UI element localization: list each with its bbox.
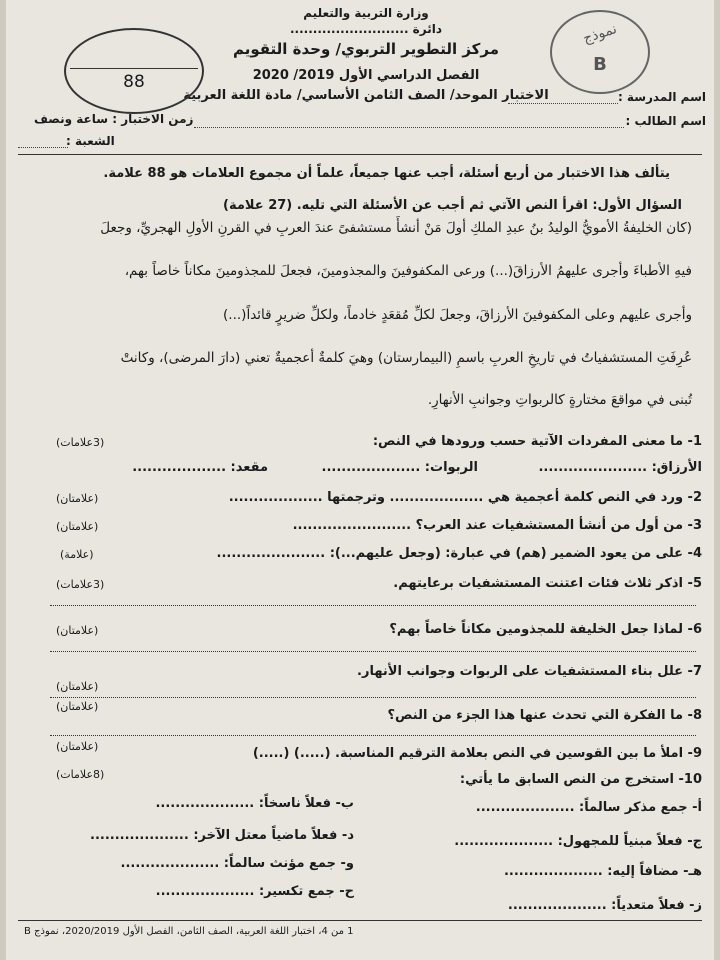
passage-line-5: تُبنى في مواقعَ مختارةٍ كالربواتِ وجوانبِ الأنهارِ.: [427, 392, 692, 408]
question-2[interactable]: 2- ورد في النص كلمة أعجمية هي ................... وترجمتها ...................: [228, 490, 702, 505]
stamp-word: نموذج: [581, 21, 619, 47]
passage-line-1: (كان الخليفةُ الأمويُّ الوليدُ بنُ عبدِ الملكِ أولَ مَنْ أنشأَ مستشفىً عندَ العربِ في القرنِ الأولِ الهجريِّ، وجعلَ: [100, 220, 692, 236]
question-9-marks: (علامتان): [56, 740, 99, 753]
school-label: اسم المدرسة :: [617, 90, 706, 104]
passage-line-2: فيهِ الأطباءَ وأجرى عليهمُ الأرزاقَ(...) ورعى المكفوفينَ والمجذومينَ، فجعلَ للمجذومينَ مكاناً خاصاً بهم،: [124, 263, 692, 279]
exam-page: [6, 0, 714, 960]
answer-line-6[interactable]: [50, 650, 696, 652]
question-10-g[interactable]: ز- فعلاً متعدياً: ....................: [507, 898, 702, 913]
question-4[interactable]: 4- على من يعود الضمير (هم) في عبارة: (وجعل عليهم...): ......................: [216, 546, 702, 561]
question-1: 1- ما معنى المفردات الآتية حسب ورودها في النص:: [372, 434, 702, 449]
question-10-c[interactable]: ج- فعلاً مبنياً للمجهول: ....................: [454, 834, 702, 849]
question-4-marks: (علامة): [60, 548, 94, 561]
answer-line-5[interactable]: [50, 604, 696, 606]
question-1-marks: (3علامات): [56, 436, 105, 449]
question-1-item-b[interactable]: الربوات: ....................: [321, 460, 478, 475]
question-one-title: السؤال الأول: اقرأ النص الآتي ثم أجب عن الأسئلة التي تليه. (27 علامة): [223, 198, 682, 213]
section-field[interactable]: [18, 147, 68, 148]
header-divider: [18, 154, 702, 155]
semester-line: الفصل الدراسي الأول 2019/ 2020: [252, 68, 480, 83]
question-7: 7- علل بناء المستشفيات على الربوات وجوانب الأنهار.: [357, 664, 702, 679]
question-10-f[interactable]: و- جمع مؤنث سالماً: ....................: [120, 856, 354, 871]
student-label: اسم الطالب :: [625, 114, 706, 128]
student-field[interactable]: [194, 127, 624, 128]
question-2-marks: (علامتان): [56, 492, 99, 505]
question-8: 8- ما الفكرة التي تحدث عنها هذا الجزء من النص؟: [387, 708, 702, 723]
question-5-marks: (3علامات): [56, 578, 105, 591]
model-stamp: [550, 10, 650, 94]
answer-line-7[interactable]: [50, 696, 696, 698]
question-1-item-a[interactable]: الأرزاق: ......................: [538, 460, 702, 475]
question-10: 10- استخرج من النص السابق ما يأتي:: [459, 772, 702, 787]
page-footer: 1 من 4، اختبار اللغة العربية، الصف الثامن، الفصل الأول 2020/2019، نموذج B: [24, 926, 354, 937]
question-6: 6- لماذا جعل الخليفة للمجذومين مكاناً خاصاً بهم؟: [389, 622, 702, 637]
center-name: مركز التطوير التربوي/ وحدة التقويم: [232, 40, 500, 58]
score-circle: [64, 28, 204, 114]
question-8-marks: (علامتان): [56, 700, 99, 713]
question-10-h[interactable]: ح- جمع تكسير: ....................: [155, 884, 354, 899]
school-field[interactable]: [508, 103, 618, 104]
directorate-name: دائرة ..........................: [289, 22, 443, 36]
question-10-e[interactable]: هـ- مضافاً إليه: ....................: [503, 864, 702, 879]
question-1-item-c[interactable]: مقعد: ...................: [132, 460, 268, 475]
question-10-marks: (8علامات): [56, 768, 105, 781]
total-score: 88: [123, 72, 145, 92]
ministry-name: وزارة التربية والتعليم: [303, 6, 429, 20]
passage-line-3: وأجرى عليهم وعلى المكفوفينَ الأرزاقَ، وجعلَ لكلِّ مُقعَدٍ خادماً، ولكلِّ ضريرٍ قائداً(...): [223, 307, 692, 323]
question-3[interactable]: 3- من أول من أنشأ المستشفيات عند العرب؟ ........................: [292, 518, 702, 533]
question-10-b[interactable]: ب- فعلاً ناسخاً: ....................: [155, 796, 354, 811]
exam-title: الاختبار الموحد/ الصف الثامن الأساسي/ مادة اللغة العربية: [183, 88, 549, 103]
duration-label: زمن الاختبار : ساعة ونصف: [34, 112, 194, 126]
question-6-marks: (علامتان): [56, 624, 99, 637]
question-3-marks: (علامتان): [56, 520, 99, 533]
section-label: الشعبة :: [66, 134, 115, 148]
footer-divider: [18, 920, 702, 921]
question-7-marks: (علامتان): [56, 680, 99, 693]
question-10-d[interactable]: د- فعلاً ماضياً معتل الآخر: ....................: [90, 828, 354, 843]
question-10-a[interactable]: أ- جمع مذكر سالماً: ....................: [475, 800, 702, 815]
exam-instructions: يتألف هذا الاختبار من أربع أسئلة، أجب عنها جميعاً، علماً أن مجموع العلامات هو 88 علامة.: [103, 166, 670, 181]
question-5: 5- اذكر ثلاث فئات اعتنت المستشفيات برعايتهم.: [393, 576, 702, 591]
stamp-letter: B: [593, 54, 607, 75]
answer-line-8[interactable]: [50, 734, 696, 736]
question-9[interactable]: 9- املأ ما بين القوسين في النص بعلامة الترقيم المناسبة. (.....) (.....): [252, 746, 702, 761]
passage-line-4: عُرِفَتِ المستشفياتُ في تاريخِ العربِ باسمِ (البيمارستان) وهيَ كلمةٌ أعجميةٌ تعني (دارَ المرضى)، وكانتْ: [120, 350, 692, 366]
